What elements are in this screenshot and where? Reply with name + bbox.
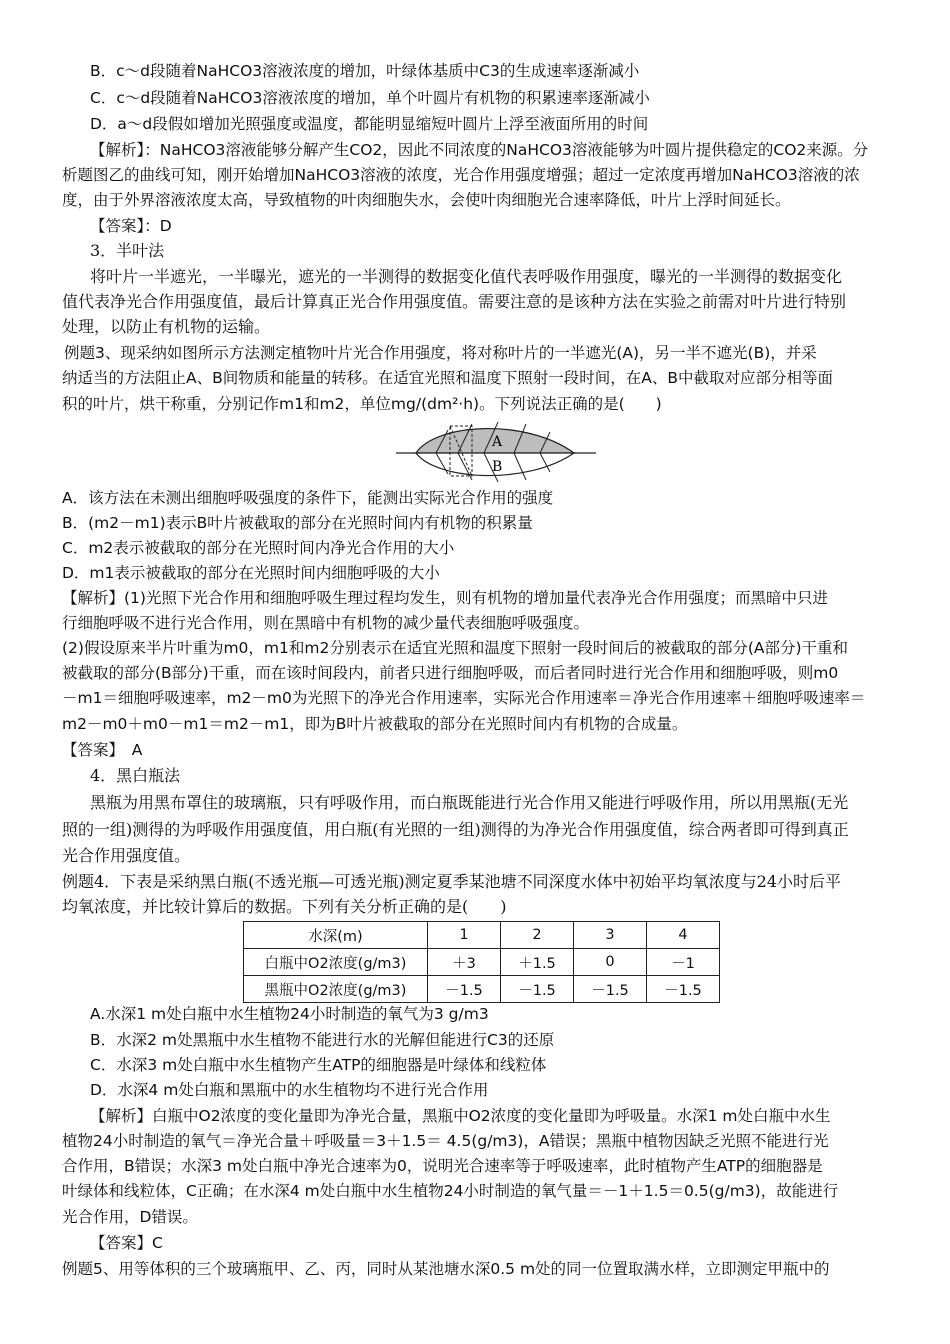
leaf-label-a: A (492, 434, 503, 450)
option-b: B．水深2 m处黑瓶中水生植物不能进行水的光解但能进行C3的还原 (90, 1031, 555, 1049)
option-c: C．c～d段随着NaHCO3溶液浓度的增加，单个叶圆片有机物的积累速率逐渐减小 (90, 89, 650, 107)
question-stem: 例题5、用等体积的三个玻璃瓶甲、乙、丙，同时从某池塘水深0.5 m处的同一位置取满水样，立即测定甲瓶中的 (62, 1260, 830, 1278)
answer-line: 【答案】C (90, 1234, 163, 1252)
body-line: 值代表净光合作用强度值，最后计算真正光合作用强度值。需要注意的是该种方法在实验之前需对叶片进行特别 (62, 292, 847, 311)
table-header-row (244, 922, 720, 949)
answer-line: 【答案】 A (62, 741, 143, 759)
leaf-label-b: B (492, 459, 503, 475)
analysis-line: －m1＝细胞呼吸速率，m2－m0为光照下的净光合作用速率，实际光合作用速率＝净光合作用速率＋细胞呼吸速率＝ (62, 689, 866, 707)
leaf-figure (396, 418, 596, 484)
analysis-line: 植物24小时制造的氧气＝净光合量＋呼吸量＝3＋1.5＝ 4.5(g/m3)，A错误；黑瓶中植物因缺乏光照不能进行光 (62, 1132, 829, 1150)
table-header: 4 (647, 922, 720, 949)
table-cell: －1.5 (574, 976, 647, 1003)
option-b: B．(m2－m1)表示B叶片被截取的部分在光照时间内有机物的积累量 (62, 514, 533, 532)
table-header: 1 (428, 922, 501, 949)
body-line: 处理，以防止有机物的运输。 (62, 317, 271, 336)
table-cell: ＋3 (428, 949, 501, 976)
analysis-line: 【解析】：NaHCO3溶液能够分解产生CO2，因此不同浓度的NaHCO3溶液能够为叶圆片提供稳定的CO2来源。分 (90, 141, 869, 159)
section-heading: 4．黑白瓶法 (90, 766, 181, 785)
question-stem: 纳适当的方法阻止A、B间物质和能量的转移。在适宜光照和温度下照射一段时间，在A、B中截取对应部分相等面 (62, 369, 833, 387)
answer-line: 【答案】：D (90, 217, 172, 235)
body-line: 光合作用强度值。 (62, 846, 191, 865)
option-a: A.水深1 m处白瓶中水生植物24小时制造的氧气为3 g/m3 (90, 1005, 489, 1023)
option-b: B．c～d段随着NaHCO3溶液浓度的增加，叶绿体基质中C3的生成速率逐渐减小 (90, 62, 640, 80)
option-a: A．该方法在未测出细胞呼吸强度的条件下，能测出实际光合作用的强度 (62, 489, 554, 507)
analysis-line: 合作用，B错误；水深3 m处白瓶中净光合速率为0，说明光合速率等于呼吸速率，此时植物产生ATP的细胞器是 (62, 1157, 823, 1175)
analysis-line: 被截取的部分(B部分)干重，而在该时间段内，前者只进行细胞呼吸，而后者同时进行光合作用和细胞呼吸，则m0 (62, 664, 839, 682)
table-header: 3 (574, 922, 647, 949)
analysis-line: 度，由于外界溶液浓度太高，导致植物的叶肉细胞失水，会使叶肉细胞光合速率降低，叶片上浮时间延长。 (62, 191, 791, 209)
analysis-line: 析题图乙的曲线可知，刚开始增加NaHCO3溶液的浓度，光合作用强度增强；超过一定浓度再增加NaHCO3溶液的浓 (62, 166, 860, 184)
question-stem: 均氧浓度，并比较计算后的数据。下列有关分析正确的是( ) (62, 897, 507, 916)
question-stem: 积的叶片，烘干称重，分别记作m1和m2，单位mg/(dm²·h)。下列说法正确的是( ) (62, 395, 662, 413)
table-cell: －1.5 (428, 976, 501, 1003)
section-heading: 3．半叶法 (90, 241, 165, 260)
option-d: D．a～d段假如增加光照强度或温度，都能明显缩短叶圆片上浮至液面所用的时间 (90, 115, 649, 133)
option-d: D．水深4 m处白瓶和黑瓶中的水生植物均不进行光合作用 (90, 1081, 489, 1099)
table-header: 水深(m) (244, 922, 428, 949)
table-cell: ＋1.5 (501, 949, 574, 976)
table-row (244, 976, 720, 1003)
row-label: 白瓶中O2浓度(g/m3) (244, 949, 428, 976)
analysis-line: 行细胞呼吸不进行光合作用，则在黑暗中有机物的减少量代表细胞呼吸强度。 (62, 614, 590, 632)
body-line: 照的一组)测得的为呼吸作用强度值，用白瓶(有光照的一组)测得的为净光合作用强度值，综合两者即可得到真正 (62, 820, 849, 839)
table-header: 2 (501, 922, 574, 949)
option-c: C．m2表示被截取的部分在光照时间内净光合作用的大小 (62, 539, 455, 557)
analysis-line: m2－m0＋m0－m1＝m2－m1，即为B叶片被截取的部分在光照时间内有机物的合成量。 (62, 715, 688, 733)
table-cell: －1.5 (647, 976, 720, 1003)
analysis-line: 【解析】(1)光照下光合作用和细胞呼吸生理过程均发生，则有机物的增加量代表净光合作用强度；而黑暗中只进 (62, 589, 828, 607)
table-cell: －1 (647, 949, 720, 976)
question-stem: 例题3、现采纳如图所示方法测定植物叶片光合作用强度，将对称叶片的一半遮光(A)，另一半不遮光(B)，并采 (64, 344, 817, 362)
analysis-line: (2)假设原来半片叶重为m0，m1和m2分别表示在适宜光照和温度下照射一段时间后的被截取的部分(A部分)干重和 (62, 639, 849, 657)
option-c: C．水深3 m处白瓶中水生植物产生ATP的细胞器是叶绿体和线粒体 (90, 1056, 547, 1074)
table-cell: 0 (574, 949, 647, 976)
analysis-line: 【解析】白瓶中O2浓度的变化量即为净光合量，黑瓶中O2浓度的变化量即为呼吸量。水深1 m处白瓶中水生 (90, 1107, 831, 1125)
analysis-line: 叶绿体和线粒体，C正确；在水深4 m处白瓶中水生植物24小时制造的氧气量＝－1＋1.5＝0.5(g/m3)，故能进行 (62, 1182, 839, 1200)
body-line: 黑瓶为用黑布罩住的玻璃瓶，只有呼吸作用，而白瓶既能进行光合作用又能进行呼吸作用，所以用黑瓶(无光 (90, 793, 849, 812)
row-label: 黑瓶中O2浓度(g/m3) (244, 976, 428, 1003)
body-line: 将叶片一半遮光，一半曝光，遮光的一半测得的数据变化值代表呼吸作用强度，曝光的一半测得的数据变化 (90, 267, 843, 286)
oxygen-table (243, 921, 720, 1003)
table-row (244, 949, 720, 976)
option-d: D．m1表示被截取的部分在光照时间内细胞呼吸的大小 (62, 564, 440, 582)
analysis-line: 光合作用，D错误。 (62, 1208, 198, 1226)
question-stem: 例题4．下表是采纳黑白瓶(不透光瓶—可透光瓶)测定夏季某池塘不同深度水体中初始平均氧浓度与24小时后平 (62, 872, 842, 891)
table-cell: －1.5 (501, 976, 574, 1003)
